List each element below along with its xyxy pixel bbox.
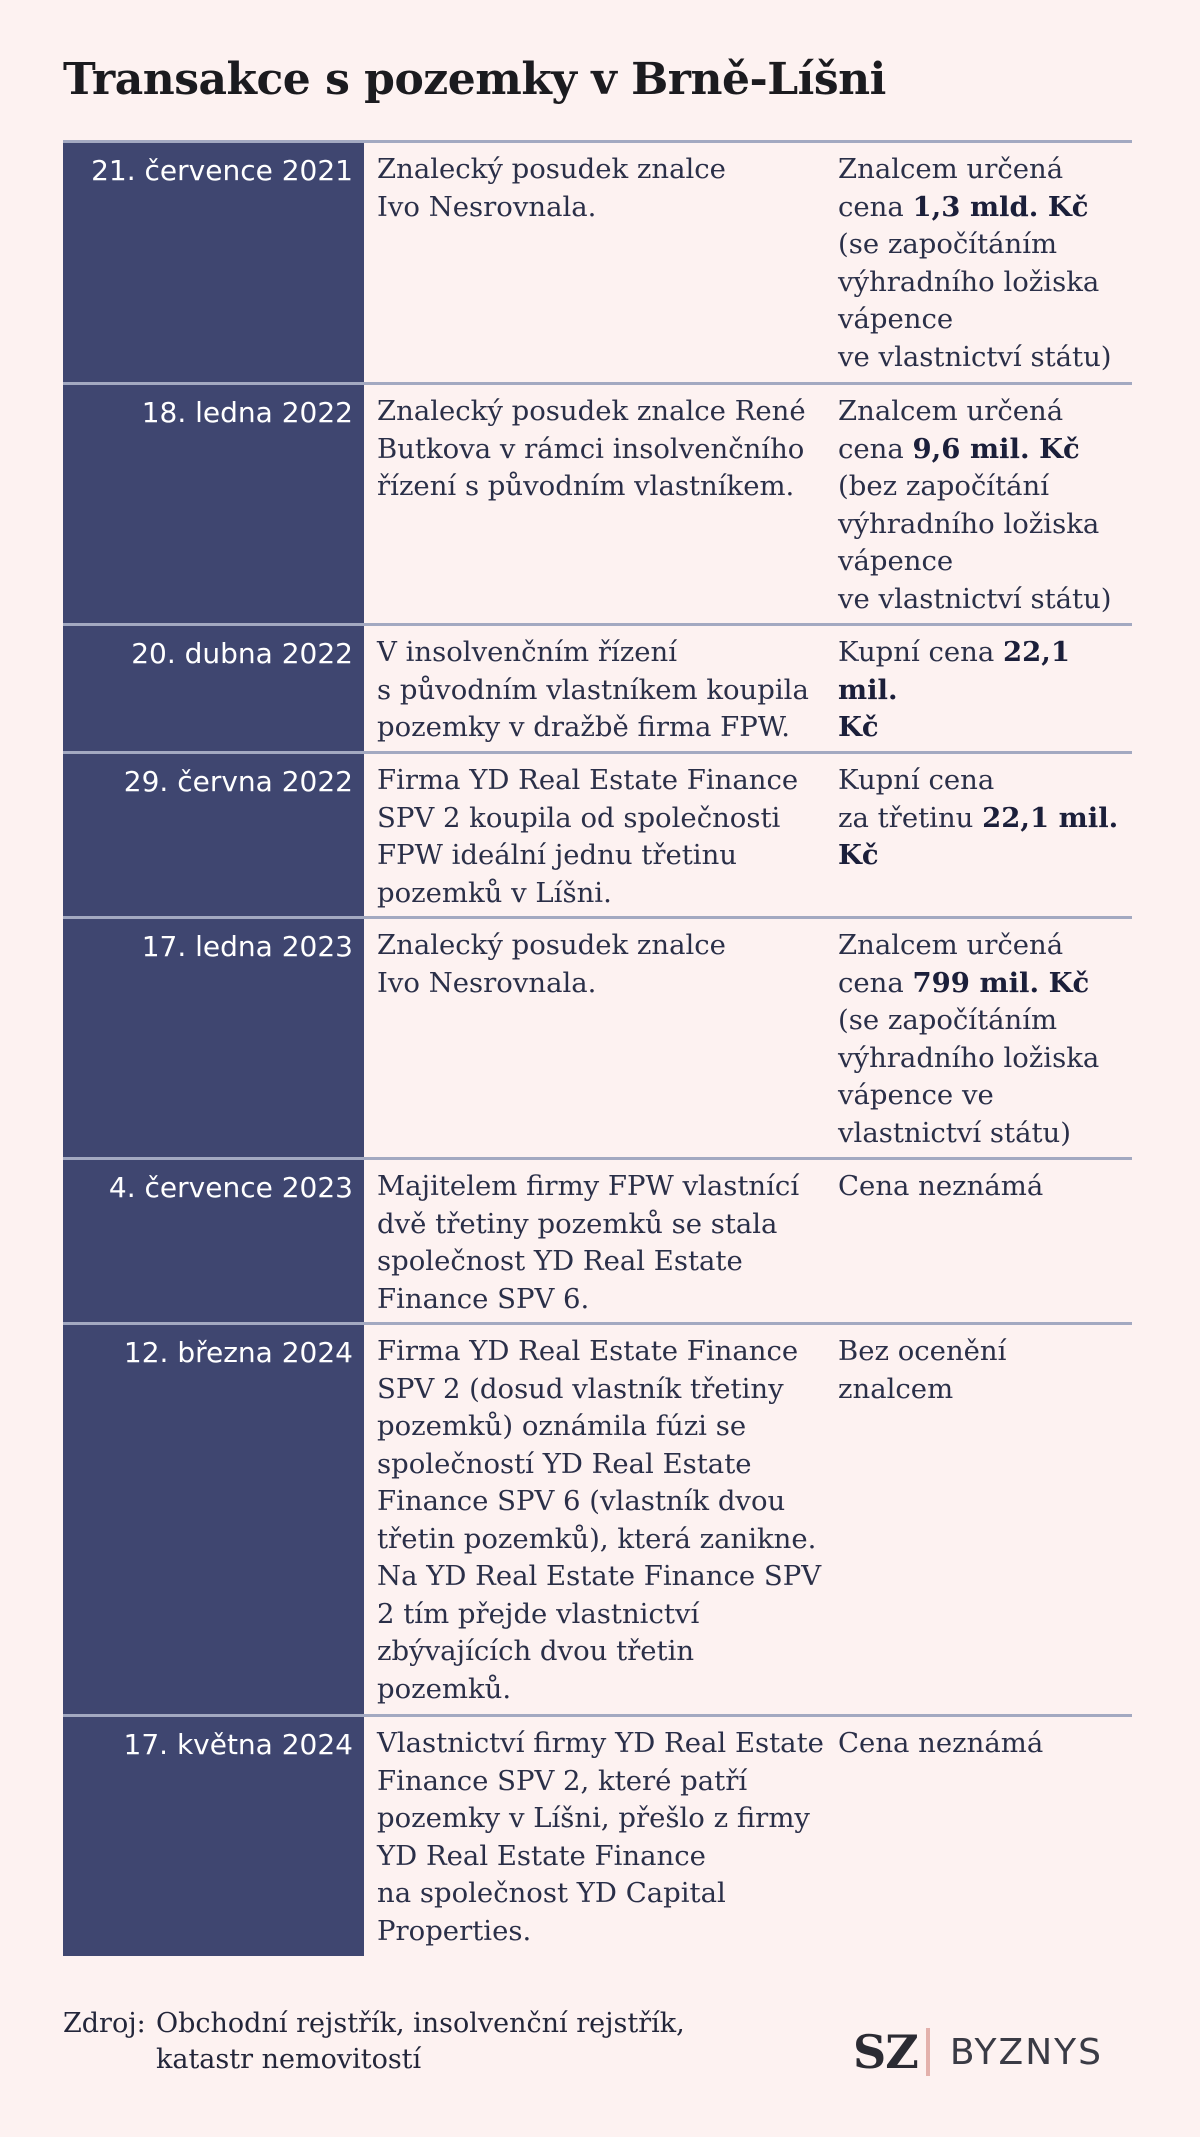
row-date: 20. dubna 2022 (63, 623, 364, 751)
row-price (830, 140, 1132, 382)
price-text: Kupní cena za třetinu (838, 764, 995, 834)
price-text: Cena neznámá (838, 1727, 1044, 1759)
row-price (830, 1714, 1132, 1956)
row-date: 21. července 2021 (63, 140, 364, 382)
source-note (63, 2006, 716, 2078)
row-description: Znalecký posudek znalce Ivo Nesrovnala. (377, 153, 726, 223)
row-description: Znalecký posudek znalce René Butkova v rámci insolvenčního řízení s původním vlastníkem. (377, 395, 806, 502)
source-label: Zdroj: (63, 2008, 146, 2039)
table-row (63, 623, 1132, 751)
price-value: 799 mil. Kč (912, 966, 1090, 999)
price-value: 22,1 mil. Kč (838, 636, 1071, 743)
sz-byznys-logo (853, 2026, 1103, 2078)
row-date: 17. ledna 2023 (63, 916, 364, 1157)
price-value: 9,6 mil. Kč (912, 432, 1080, 465)
row-price (830, 382, 1132, 623)
row-date: 4. července 2023 (63, 1157, 364, 1322)
row-price (830, 1157, 1132, 1322)
source-text: Obchodní rejstřík, insolvenční rejstřík, katastr nemovitostí (156, 2008, 685, 2075)
table-row (63, 751, 1132, 916)
row-price (830, 751, 1132, 916)
price-text: Znalcem určená cena (838, 153, 1064, 223)
price-value: 1,3 mld. Kč (912, 190, 1089, 223)
table-row (63, 1157, 1132, 1322)
table-row (63, 1322, 1132, 1714)
row-date: 17. května 2024 (63, 1714, 364, 1956)
price-note: (se započítáním výhradního ložiska vápence ve vlastnictví státu) (838, 1004, 1100, 1149)
price-text: Znalcem určená cena (838, 929, 1064, 999)
price-note: (bez započítání výhradního ložiska vápence ve vlastnictví státu) (838, 470, 1112, 615)
logo-divider (926, 2028, 930, 2076)
price-value: 22,1 mil. Kč (838, 801, 1119, 871)
row-price (830, 623, 1132, 751)
table-row (63, 382, 1132, 623)
row-description: Vlastnictví firmy YD Real Estate Finance SPV 2, které patří pozemky v Líšni, přešlo z firmy YD Real Estate Finance na společnost YD Capital Properties. (377, 1727, 824, 1947)
row-date: 12. března 2024 (63, 1322, 364, 1714)
price-text: Znalcem určená cena (838, 395, 1064, 465)
page-title: Transakce s pozemky v Brně-Líšni (63, 54, 886, 105)
logo-brand: BYZNYS (949, 2031, 1103, 2073)
row-description: V insolvenčním řízení s původním vlastníkem koupila pozemky v dražbě firma FPW. (377, 636, 809, 743)
price-note: (se započítáním výhradního ložiska vápence ve vlastnictví státu) (838, 228, 1112, 373)
row-price (830, 1322, 1132, 1714)
table-row (63, 1714, 1132, 1956)
price-text: Bez ocenění znalcem (838, 1335, 1007, 1405)
row-date: 29. června 2022 (63, 751, 364, 916)
row-date: 18. ledna 2022 (63, 382, 364, 623)
row-description: Znalecký posudek znalce Ivo Nesrovnala. (377, 929, 726, 999)
table-row (63, 140, 1132, 382)
transactions-table (63, 140, 1132, 1956)
logo-mark: SZ (853, 2025, 918, 2079)
table-row (63, 916, 1132, 1157)
price-text: Cena neznámá (838, 1170, 1044, 1202)
row-description: Firma YD Real Estate Finance SPV 2 koupila od společnosti FPW ideální jednu třetinu pozemků v Líšni. (377, 764, 799, 909)
price-text: Kupní cena (838, 636, 1004, 668)
row-price (830, 916, 1132, 1157)
row-description: Firma YD Real Estate Finance SPV 2 (dosud vlastník třetiny pozemků) oznámila fúzi se společností YD Real Estate Finance SPV 6 (vlastník dvou třetin pozemků), která zanikne. Na YD Real Estate Finance SPV 2 tím přejde vlastnictví zbývajících dvou třetin pozemků. (377, 1335, 822, 1705)
row-description: Majitelem firmy FPW vlastnící dvě třetiny pozemků se stala společnost YD Real Estate Finance SPV 6. (377, 1170, 800, 1315)
